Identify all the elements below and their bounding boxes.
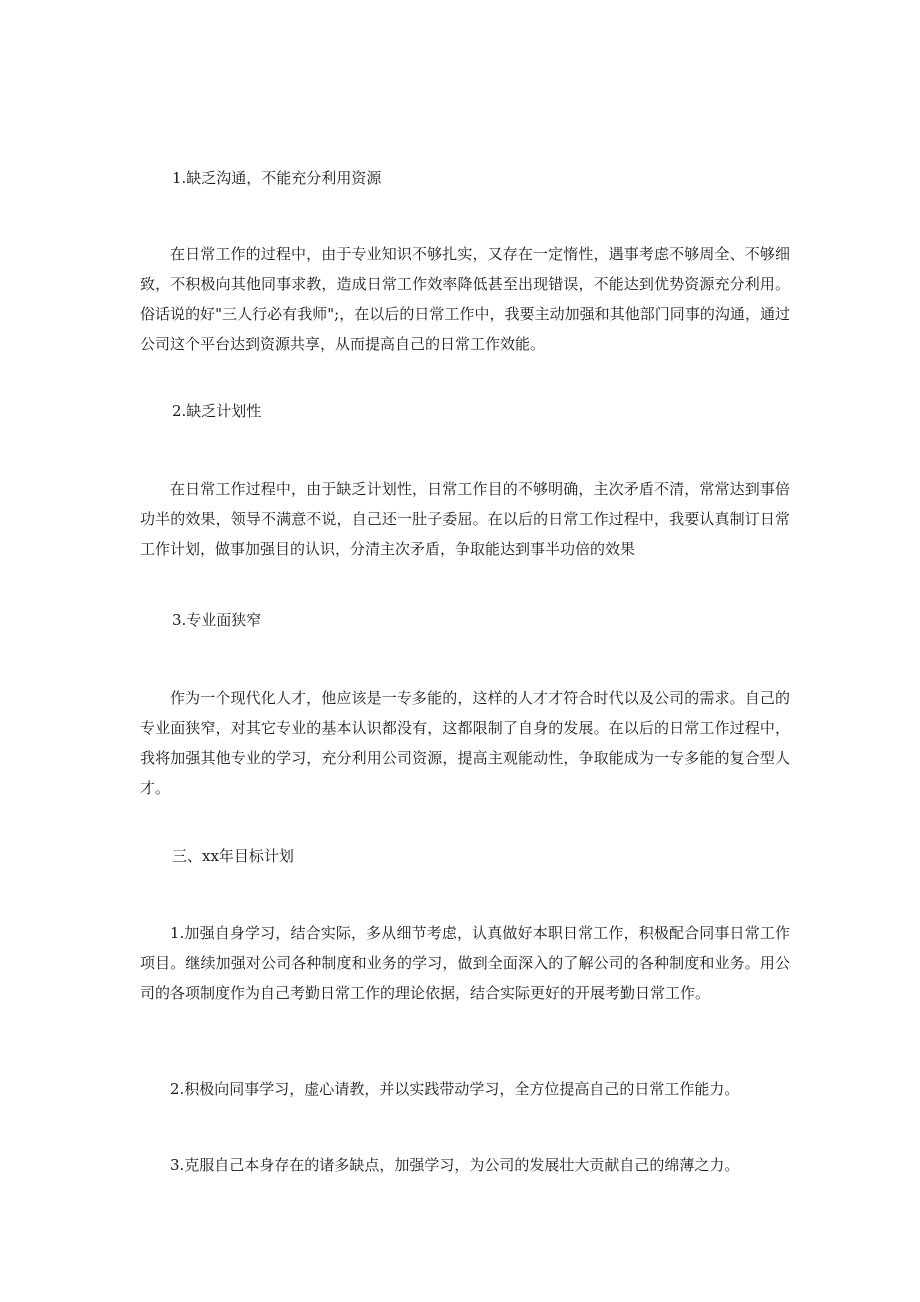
plan-item-2: 2.积极向同事学习，虚心请教，并以实践带动学习，全方位提高自己的日常工作能力。 [170, 1080, 740, 1098]
section-2-heading: 2.缺乏计划性 [172, 402, 262, 420]
section-3-heading: 3.专业面狭窄 [172, 611, 262, 629]
plan-item-3: 3.克服自己本身存在的诸多缺点，加强学习，为公司的发展壮大贡献自己的绵薄之力。 [170, 1156, 740, 1174]
plan-item-1: 1.加强自身学习，结合实际，多从细节考虑，认真做好本职日常工作，积极配合同事日常工作项目。继续加强对公司各种制度和业务的学习，做到全面深入的了解公司的各种制度和业务。用公司的各项制度作为自己考勤日常工作的理论依据，结合实际更好的开展考勤日常工作。 [140, 924, 790, 1002]
section-3-paragraph: 作为一个现代化人才，他应该是一专多能的，这样的人才才符合时代以及公司的需求。自己的专业面狭窄，对其它专业的基本认识都没有，这都限制了自身的发展。在以后的日常工作过程中，我将加强其他专业的学习，充分利用公司资源，提高主观能动性，争取能成为一专多能的复合型人才。 [140, 689, 790, 797]
plan-heading: 三、xx年目标计划 [172, 847, 294, 865]
section-2-paragraph: 在日常工作过程中，由于缺乏计划性，日常工作目的不够明确，主次矛盾不清，常常达到事倍功半的效果，领导不满意不说，自己还一肚子委屈。在以后的日常工作过程中，我要认真制订日常工作计划，做事加强目的认识，分清主次矛盾，争取能达到事半功倍的效果 [140, 480, 790, 558]
section-1-heading: 1.缺乏沟通，不能充分利用资源 [172, 169, 382, 187]
section-1-paragraph: 在日常工作的过程中，由于专业知识不够扎实，又存在一定惰性，遇事考虑不够周全、不够细致，不积极向其他同事求教，造成日常工作效率降低甚至出现错误，不能达到优势资源充分利用。俗话说的好"三人行必有我师";，在以后的日常工作中，我要主动加强和其他部门同事的沟通，通过公司这个平台达到资源共享，从而提高自己的日常工作效能。 [140, 245, 790, 353]
